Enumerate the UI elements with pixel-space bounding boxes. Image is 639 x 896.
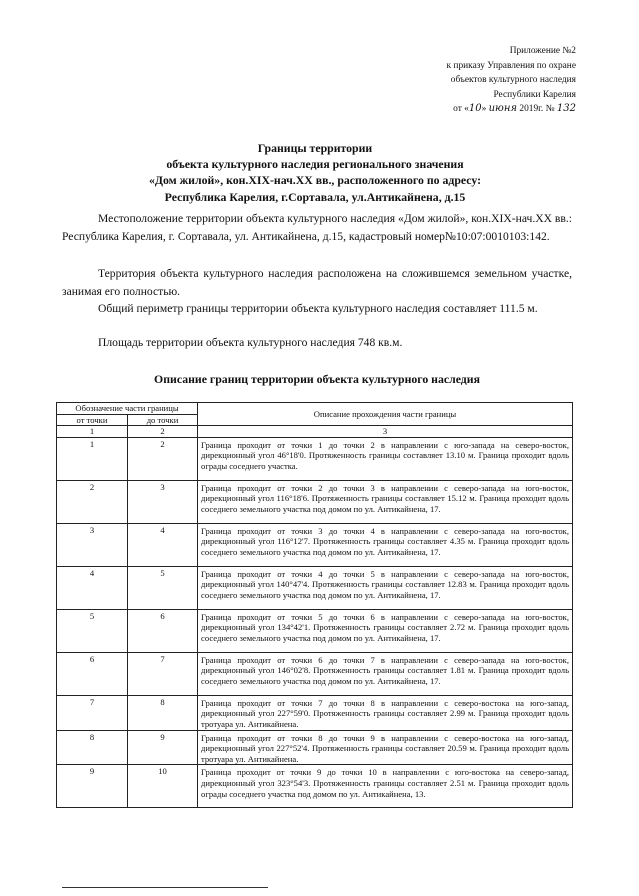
handwritten-number: 132 bbox=[556, 103, 576, 115]
header-to: до точки bbox=[128, 414, 198, 426]
date-prefix: от « bbox=[453, 104, 469, 115]
table-row bbox=[57, 652, 573, 695]
cell-description: Граница проходит от точки 8 до точки 9 в направлении с северо-востока на юго-запад, дирекционный угол 227°52'4. Протяженность границы составляет 20.59 м. Граница проходит вдоль тротуара ул. Антикайнена. bbox=[198, 730, 573, 765]
cell-to: 7 bbox=[128, 652, 198, 695]
cell-to: 5 bbox=[128, 566, 198, 609]
table-row bbox=[57, 480, 573, 523]
cell-from: 4 bbox=[57, 566, 128, 609]
cell-to: 9 bbox=[128, 730, 198, 765]
cell-from: 5 bbox=[57, 609, 128, 652]
cell-description: Граница проходит от точки 4 до точки 5 в направлении с северо-запада на юго-восток, дирекционный угол 140°47'4. Протяженность границы составляет 12.83 м. Граница проходит вдоль соседнего земельного участка под домом по ул. Антикайнена, 17. bbox=[198, 566, 573, 609]
table-row bbox=[57, 765, 573, 808]
table-row bbox=[57, 566, 573, 609]
handwritten-month: июня bbox=[488, 103, 518, 115]
header-group: Обозначение части границы bbox=[57, 403, 198, 415]
cell-description: Граница проходит от точки 2 до точки 3 в направлении с северо-запада на юго-восток, дирекционный угол 116°18'6. Протяженность границы составляет 15.12 м. Граница проходит вдоль соседнего земельного участка под домом по ул. Антикайнена, 17. bbox=[198, 480, 573, 523]
header-description: Описание прохождения части границы bbox=[198, 403, 573, 426]
table-row bbox=[57, 523, 573, 566]
cell-from: 7 bbox=[57, 695, 128, 730]
cell-from: 3 bbox=[57, 523, 128, 566]
title-line: «Дом жилой», кон.XIX-нач.XX вв., расположенного по адресу: bbox=[148, 173, 482, 188]
boundary-table bbox=[56, 402, 573, 808]
cell-from: 6 bbox=[57, 652, 128, 695]
handwritten-day: 10 bbox=[468, 103, 482, 115]
paragraph-perimeter: Общий периметр границы территории объекта культурного наследия составляет 111.5 м. bbox=[98, 302, 538, 315]
appendix-line: Приложение №2 bbox=[509, 46, 576, 56]
appendix-header bbox=[366, 44, 576, 117]
cell-from: 8 bbox=[57, 730, 128, 765]
table-title: Описание границ территории объекта культурного наследия bbox=[154, 372, 480, 386]
table-row bbox=[57, 609, 573, 652]
title-line: Республика Карелия, г.Сортавала, ул.Антикайнена, д.15 bbox=[164, 189, 466, 204]
title-line: Границы территории bbox=[257, 141, 373, 155]
cell-from: 2 bbox=[57, 480, 128, 523]
paragraph-territory: Территория объекта культурного наследия расположена на сложившемся земельном участке, занимая его полностью. bbox=[62, 267, 572, 299]
footer-divider bbox=[62, 887, 268, 888]
appendix-date bbox=[366, 102, 576, 117]
title-line: объекта культурного наследия регионального значения bbox=[166, 157, 464, 172]
table-row bbox=[57, 695, 573, 730]
paragraph-area: Площадь территории объекта культурного наследия 748 кв.м. bbox=[98, 336, 403, 349]
cell-to: 3 bbox=[128, 480, 198, 523]
table-row bbox=[57, 437, 573, 480]
header-from: от точки bbox=[57, 414, 128, 426]
cell-description: Граница проходит от точки 9 до точки 10 в направлении с юго-востока на северо-запад, дирекционный угол 323°54'3. Протяженность границы составляет 2.51 м. Граница проходит вдоль ограды соседнего участка под домом по ул. Антикайнена, 13. bbox=[198, 765, 573, 808]
paragraph-location: Местоположение территории объекта культурного наследия «Дом жилой», кон.XIX-нач.XX вв.: Республика Карелия, г. Сортавала, ул. Антикайнена, д.15, кадастровый номер№10:07:0010103:142. bbox=[62, 212, 572, 244]
date-year: 2019г. № bbox=[517, 104, 557, 115]
cell-from: 1 bbox=[57, 437, 128, 480]
date-mid: » bbox=[481, 104, 489, 115]
column-number: 1 bbox=[57, 426, 128, 438]
cell-to: 10 bbox=[128, 765, 198, 808]
cell-to: 6 bbox=[128, 609, 198, 652]
cell-from: 9 bbox=[57, 765, 128, 808]
cell-description: Граница проходит от точки 5 до точки 6 в направлении с северо-запада на юго-восток, дирекционный угол 134°42'1. Протяженность границы составляет 2.72 м. Граница проходит вдоль соседнего земельного участка под домом по ул. Антикайнена, 17. bbox=[198, 609, 573, 652]
appendix-line: Республики Карелия bbox=[493, 89, 576, 100]
document-title bbox=[80, 140, 550, 205]
appendix-line: объектов культурного наследия bbox=[450, 75, 576, 86]
cell-to: 2 bbox=[128, 437, 198, 480]
cell-description: Граница проходит от точки 3 до точки 4 в направлении с северо-запада на юго-восток, дирекционный угол 116°12'7. Протяженность границы составляет 4.35 м. Граница проходит вдоль соседнего земельного участка под домом по ул. Антикайнена, 17. bbox=[198, 523, 573, 566]
column-number: 2 bbox=[128, 426, 198, 438]
cell-to: 4 bbox=[128, 523, 198, 566]
table-row bbox=[57, 730, 573, 765]
appendix-line: к приказу Управления по охране bbox=[446, 60, 576, 71]
cell-description: Граница проходит от точки 7 до точки 8 в направлении с северо-востока на юго-запад, дирекционный угол 227°59'0. Протяженность границы составляет 2.99 м. Граница проходит вдоль тротуара ул. Антикайнена. bbox=[198, 695, 573, 730]
cell-to: 8 bbox=[128, 695, 198, 730]
cell-description: Граница проходит от точки 1 до точки 2 в направлении с юго-запада на северо-восток, дирекционный угол 46°18'0. Протяженность границы составляет 13.10 м. Граница проходит вдоль ограды соседнего участка. bbox=[198, 437, 573, 480]
column-number: 3 bbox=[198, 426, 573, 438]
cell-description: Граница проходит от точки 6 до точки 7 в направлении с северо-запада на юго-восток, дирекционный угол 146°02'8. Протяженность границы составляет 1.81 м. Граница проходит вдоль соседнего земельного участка под домом по ул. Антикайнена, 17. bbox=[198, 652, 573, 695]
